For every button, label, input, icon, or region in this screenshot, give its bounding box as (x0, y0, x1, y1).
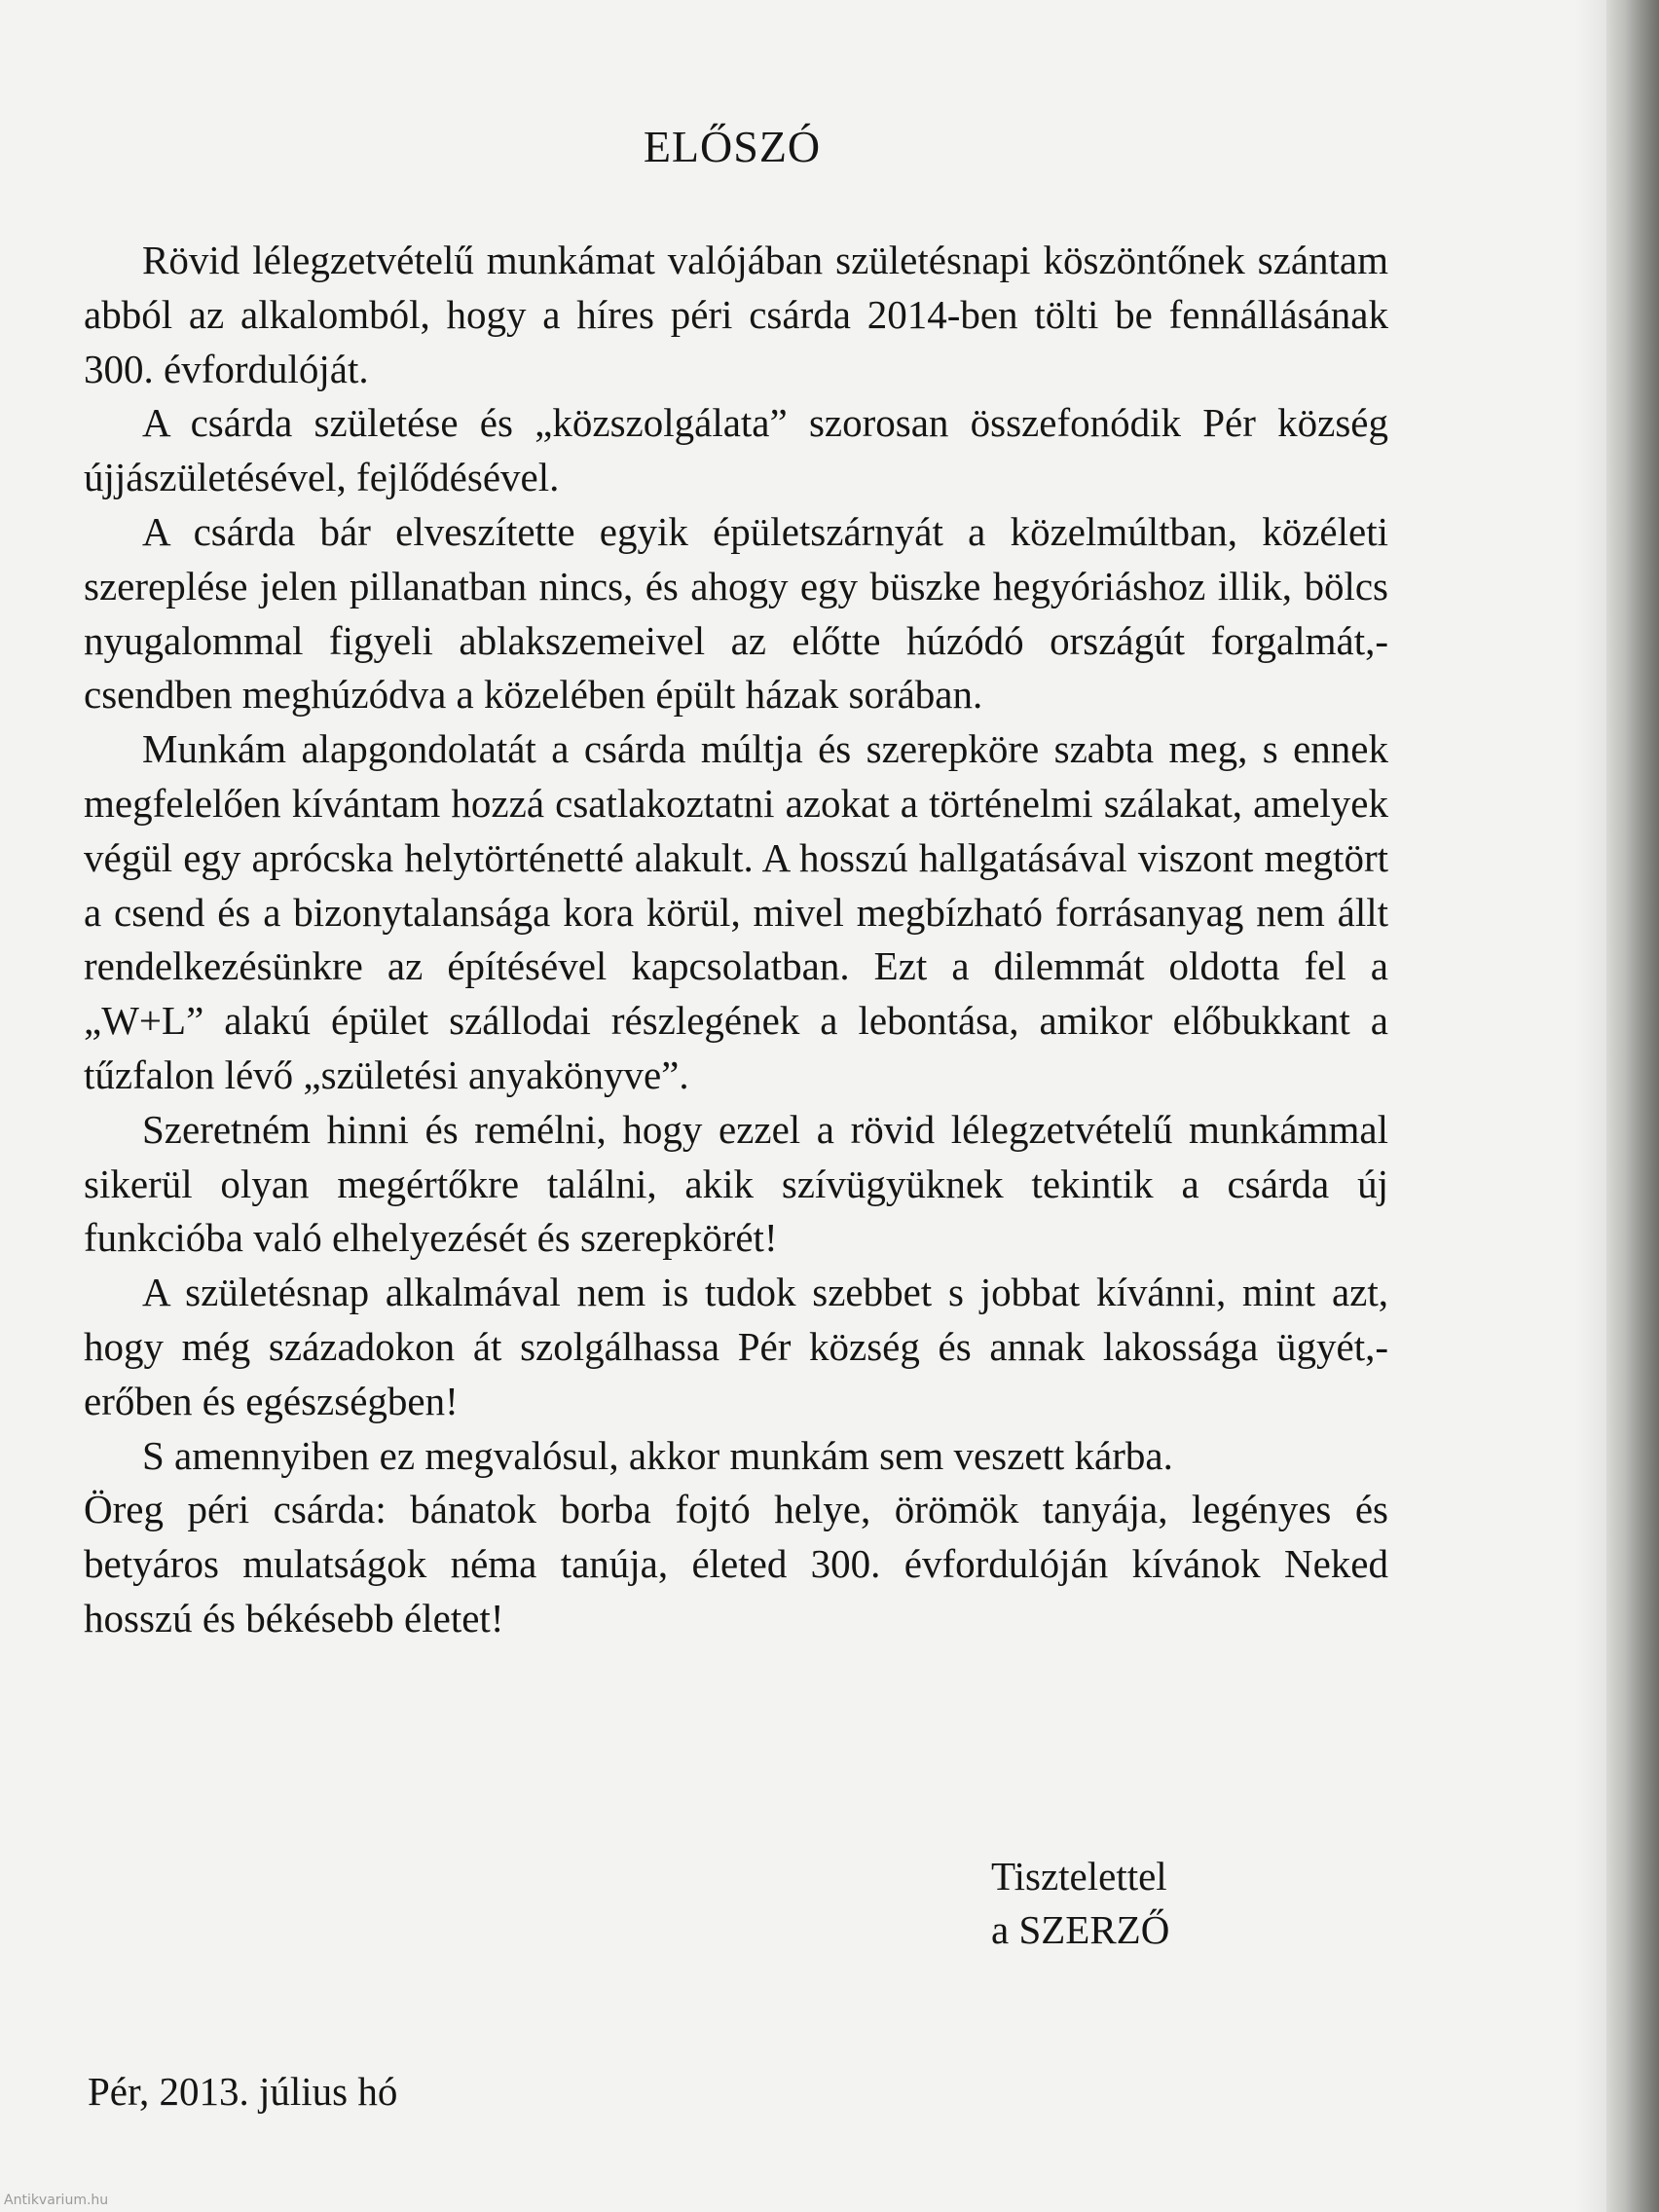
watermark: Antikvarium.hu (4, 2193, 109, 2208)
paragraph-8: Öreg péri csárda: bánatok borba fojtó helye, örömök tanyája, legényes és betyáros mulatságok néma tanúja, életed 300. évfordulóján kívánok Neked hosszú és békésebb életet! (84, 1487, 1388, 1641)
paragraph-7: S amennyiben ez megvalósul, akkor munkám sem veszett kárba. (142, 1432, 1173, 1478)
paragraph-5: Szeretném hinni és remélni, hogy ezzel a rövid lélegzetvételű munkámmal sikerül olyan megértőkre találni, akik szívügyüknek tekintik a csárda új funkcióba való elhelyezését és szerepkörét! (84, 1106, 1388, 1261)
place-and-date: Pér, 2013. július hó (88, 2069, 398, 2114)
preface-body (84, 234, 1388, 1646)
adjacent-page-edge (1606, 0, 1659, 2212)
paragraph-1: Rövid lélegzetvételű munkámat valójában születésnapi köszöntőnek szántam abból az alkalomból, hogy a híres péri csárda 2014-ben tölti be fennállásának 300. évfordulóját. (84, 238, 1388, 391)
paragraph-3: A csárda bár elveszítette egyik épületszárnyát a közelmúltban, közéleti szereplése jelen pillanatban nincs, és ahogy egy büszke hegyóriáshoz illik, bölcs nyugalommal figyeli ablakszemeivel az előtte húzódó országút forgalmát,- csendben meghúzódva a közelében épült házak sorában. (84, 508, 1388, 718)
paragraph-4: Munkám alapgondolatát a csárda múltja és szerepköre szabta meg, s ennek megfelelően kívántam hozzá csatlakoztatni azokat a történelmi szálakat, amelyek végül egy aprócska helytörténetté alakult. A hosszú hallgatásával viszont megtört a csend és a bizonytalansága kora körül, mivel megbízható forrásanyag nem állt rendelkezésünkre az építésével kapcsolatban. Ezt a dilemmát oldotta fel a „W+L” alakú épület szállodai részlegének a lebontása, amikor előbukkant a tűzfalon lévő „születési anyakönyve”. (84, 726, 1388, 1097)
paragraph-2: A csárda születése és „közszolgálata” szorosan összefonódik Pér község újjászületésével, fejlődésével. (84, 400, 1388, 500)
closing-greeting: Tisztelettel (991, 1854, 1167, 1899)
closing-author: a SZERZŐ (991, 1907, 1170, 1952)
closing-signature (991, 1850, 1169, 1957)
page-title: ELŐSZÓ (643, 122, 822, 171)
paragraph-6: A születésnap alkalmával nem is tudok szebbet s jobbat kívánni, mint azt, hogy még századokon át szolgálhassa Pér község és annak lakossága ügyét,- erőben és egészségben! (84, 1270, 1388, 1423)
page-gutter-shadow (1575, 0, 1606, 2212)
